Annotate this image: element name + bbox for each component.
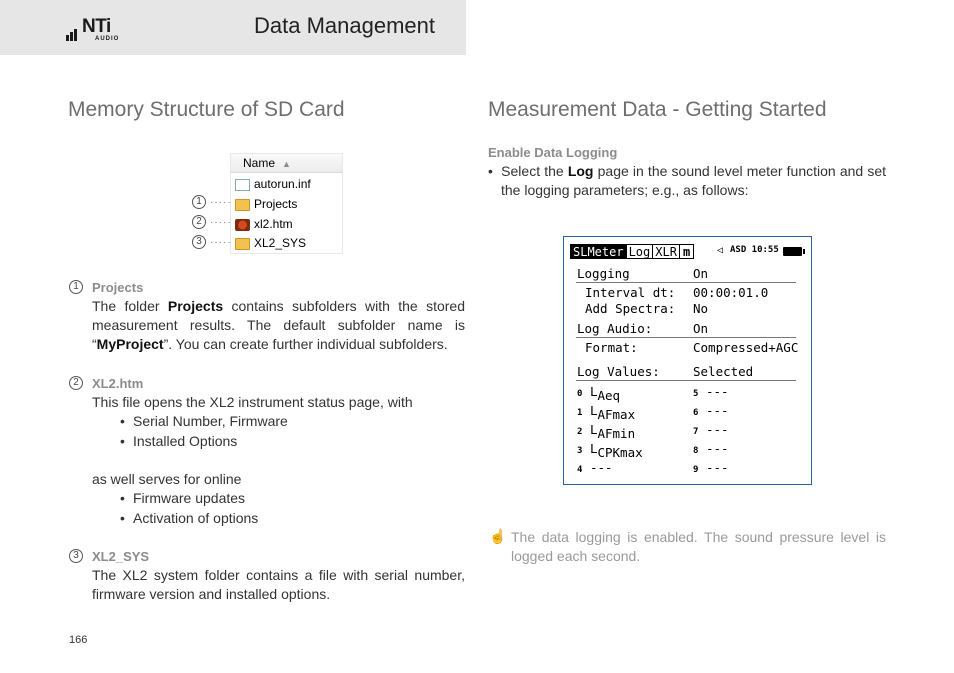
- item-number-1: 1: [69, 280, 83, 294]
- xl2-sys-description: The XL2 system folder contains a file with serial number, firmware version and installed options.: [92, 567, 465, 602]
- column-header-name[interactable]: [231, 154, 342, 173]
- tab-xlr[interactable]: XLR: [652, 244, 680, 259]
- item-title-xl2-sys: XL2_SYS: [92, 549, 150, 564]
- xl2-log-screen: [563, 236, 812, 485]
- setting-value-log-values[interactable]: Selected: [693, 364, 754, 379]
- setting-label-interval[interactable]: Interval dt:: [585, 285, 676, 300]
- divider: [576, 337, 796, 338]
- file-item-label: autorun.inf: [254, 177, 311, 191]
- divider: [576, 282, 796, 283]
- file-explorer-list: [230, 153, 343, 254]
- setting-label-log-values[interactable]: Log Values:: [577, 364, 660, 379]
- screen-tab-bar: [570, 244, 694, 259]
- log-value-slot-9[interactable]: 9 ---: [693, 460, 729, 475]
- setting-value-log-audio[interactable]: On: [693, 321, 709, 336]
- list-item: • Activation of options: [120, 508, 258, 528]
- file-item-autorun[interactable]: [235, 175, 311, 193]
- callout-leader-dots: ·····: [210, 237, 232, 248]
- subtitle-enable-logging: Enable Data Logging: [488, 145, 618, 160]
- log-value-slot-6[interactable]: 6 ---: [693, 403, 729, 418]
- callout-number-3: 3: [192, 235, 206, 249]
- log-value-slot-1[interactable]: 1 LAFmax: [577, 403, 636, 422]
- item-title-projects: Projects: [92, 280, 144, 295]
- log-value-slot-5[interactable]: 5 ---: [693, 384, 729, 399]
- settings-file-icon: [235, 179, 250, 191]
- battery-icon: [783, 247, 802, 256]
- setting-value-format[interactable]: Compressed+AGC: [693, 340, 799, 355]
- section-title-getting-started: Measurement Data - Getting Started: [488, 98, 827, 121]
- xl2-htm-online-list: [120, 488, 258, 528]
- logo-text: NTi: [82, 16, 111, 37]
- setting-label-format[interactable]: Format:: [585, 340, 638, 355]
- file-item-label: Projects: [254, 197, 298, 211]
- file-item-label: XL2_SYS: [254, 236, 307, 250]
- item-title-xl2-htm: XL2.htm: [92, 376, 144, 391]
- folder-icon: [235, 238, 250, 250]
- logo-subtext: AUDIO: [95, 36, 120, 42]
- list-item: • Firmware updates: [120, 488, 258, 508]
- setting-value-interval[interactable]: 00:00:01.0: [693, 285, 769, 300]
- file-item-xl2-htm[interactable]: [235, 215, 293, 233]
- setting-value-add-spectra[interactable]: No: [693, 301, 709, 316]
- enable-logging-instruction: • Select the Log page in the sound level meter function and set the logging parameters; e.g., as follows:: [488, 163, 886, 198]
- item-number-2: 2: [69, 376, 83, 390]
- item-number-3: 3: [69, 549, 83, 563]
- callout-leader-dots: ·····: [210, 197, 232, 208]
- log-value-slot-8[interactable]: 8 ---: [693, 441, 729, 456]
- sort-ascending-icon: ▲: [282, 159, 291, 169]
- page-number: 166: [69, 634, 88, 646]
- column-header-label: Name: [243, 156, 276, 170]
- section-title-memory-structure: Memory Structure of SD Card: [68, 98, 345, 121]
- status-indicator-time: ASD 10:55: [730, 245, 779, 255]
- log-value-slot-7[interactable]: 7 ---: [693, 422, 729, 437]
- setting-value-logging[interactable]: On: [693, 266, 709, 281]
- speaker-icon: ◁: [717, 245, 724, 256]
- log-value-slot-2[interactable]: 2 LAFmin: [577, 422, 636, 441]
- xl2-htm-online-intro: as well serves for online: [92, 471, 242, 487]
- html-file-icon: [235, 219, 250, 231]
- projects-description: The folder Projects contains subfolders with the stored measurement results. The default subfolder name is “MyProject”. You can create further individual subfolders.: [92, 298, 465, 352]
- divider: [576, 380, 796, 381]
- log-value-slot-0[interactable]: 0 LAeq: [577, 384, 621, 403]
- list-item: • Installed Options: [120, 431, 288, 451]
- logo-bars-icon: [66, 23, 78, 41]
- nti-audio-logo: [66, 17, 136, 45]
- log-value-slot-3[interactable]: 3 LCPKmax: [577, 441, 643, 460]
- setting-label-logging[interactable]: Logging: [577, 266, 630, 281]
- page-title: Data Management: [254, 13, 435, 38]
- xl2-htm-status-list: [120, 411, 288, 451]
- folder-item-xl2-sys[interactable]: [235, 234, 306, 252]
- file-item-label: xl2.htm: [254, 217, 293, 231]
- pointing-hand-icon: ☝: [489, 528, 507, 544]
- callout-leader-dots: ·····: [210, 217, 232, 228]
- folder-item-projects[interactable]: [235, 195, 297, 213]
- list-item: • Serial Number, Firmware: [120, 411, 288, 431]
- logging-enabled-note: The data logging is enabled. The sound pressure level is logged each second.: [511, 529, 886, 564]
- callout-number-1: 1: [192, 195, 206, 209]
- tab-log[interactable]: Log: [626, 244, 654, 259]
- folder-icon: [235, 199, 250, 211]
- setting-label-log-audio[interactable]: Log Audio:: [577, 321, 653, 336]
- setting-label-add-spectra[interactable]: Add Spectra:: [585, 301, 676, 316]
- tab-slmeter[interactable]: SLMeter: [570, 244, 627, 259]
- xl2-htm-intro: This file opens the XL2 instrument status page, with: [92, 394, 413, 410]
- tab-memory[interactable]: m: [679, 244, 694, 259]
- callout-number-2: 2: [192, 215, 206, 229]
- log-value-slot-4[interactable]: 4 ---: [577, 460, 613, 475]
